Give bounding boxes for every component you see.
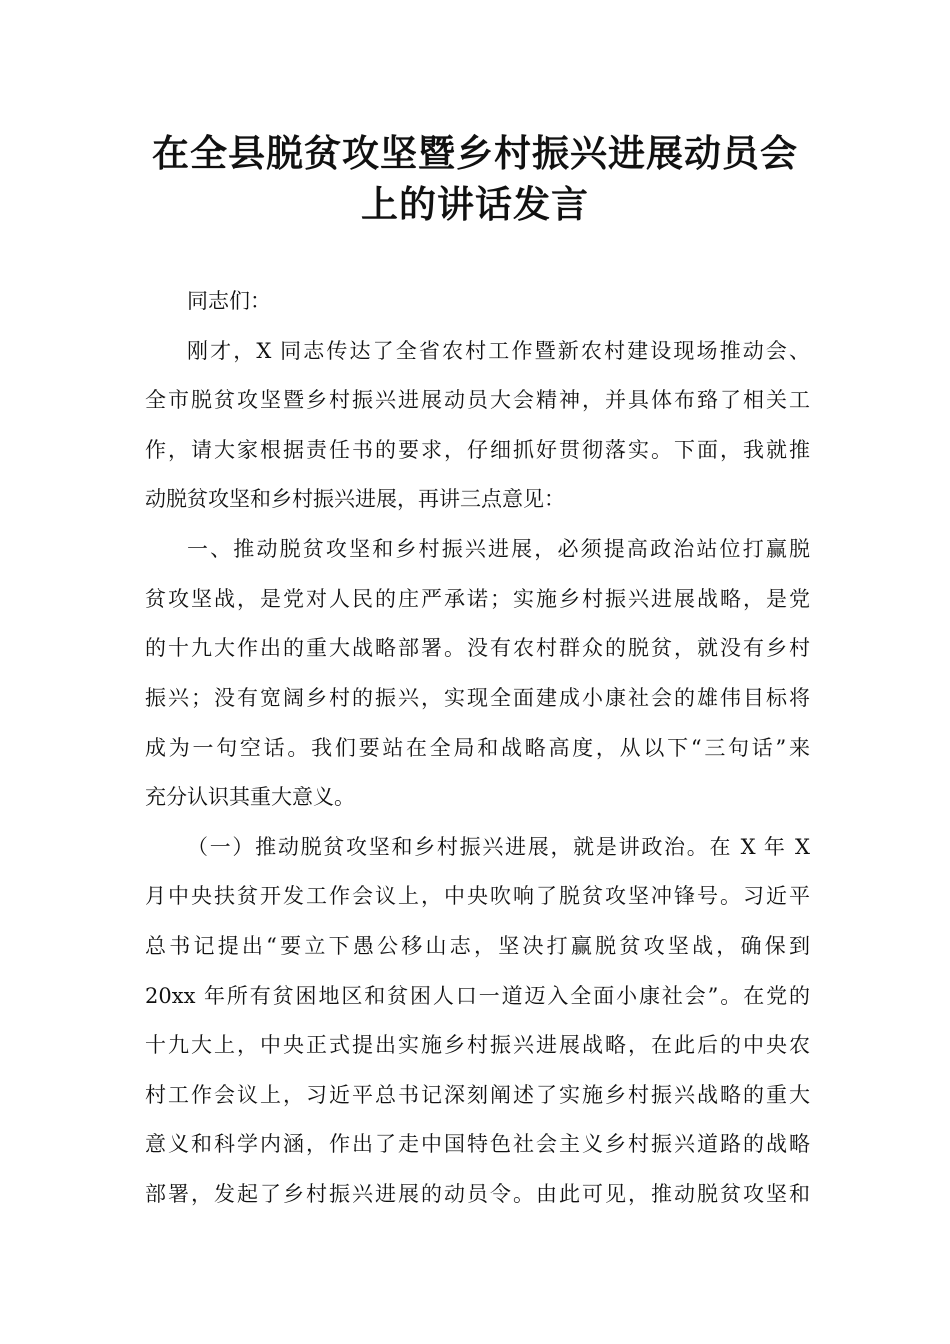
text-line: 总书记提出“要立下愚公移山志，坚决打赢脱贫攻坚战，确保到 xyxy=(145,934,810,958)
text-line: 的十九大作出的重大战略部署。没有农村群众的脱贫，就没有乡村 xyxy=(145,636,810,660)
text-line: 意义和科学内涵，作出了走中国特色社会主义乡村振兴道路的战略 xyxy=(145,1132,810,1156)
text-line: （一）推动脱贫攻坚和乡村振兴进展，就是讲政治。在 X 年 X xyxy=(187,835,810,859)
text-line: 动脱贫攻坚和乡村振兴进展，再讲三点意见： xyxy=(145,487,565,511)
text-line: 刚才，X 同志传达了全省农村工作暨新农村建设现场推动会、 xyxy=(187,339,810,363)
text-line: 一、推动脱贫攻坚和乡村振兴进展，必须提高政治站位打赢脱 xyxy=(187,537,810,561)
text-line: 全市脱贫攻坚暨乡村振兴进展动员大会精神，并具体布臵了相关工 xyxy=(145,388,810,412)
salutation: 同志们： xyxy=(187,289,271,313)
text-line: 十九大上，中央正式提出实施乡村振兴进展战略，在此后的中央农 xyxy=(145,1033,810,1057)
document-title-line-1: 在全县脱贫攻坚暨乡村振兴进展动员会 xyxy=(152,132,798,175)
document-title-line-2: 上的讲话发言 xyxy=(361,183,589,226)
text-line: 振兴；没有宽阔乡村的振兴，实现全面建成小康社会的雄伟目标将 xyxy=(145,686,810,710)
text-line: 作，请大家根据责任书的要求，仔细抓好贯彻落实。下面，我就推 xyxy=(145,438,810,462)
text-line: 月中央扶贫开发工作会议上，中央吹响了脱贫攻坚冲锋号。习近平 xyxy=(145,884,810,908)
text-line: 村工作会议上，习近平总书记深刻阐述了实施乡村振兴战略的重大 xyxy=(145,1083,810,1107)
text-line: 贫攻坚战，是党对人民的庄严承诺；实施乡村振兴进展战略，是党 xyxy=(145,587,810,611)
text-line: 成为一句空话。我们要站在全局和战略高度，从以下“三句话”来 xyxy=(145,736,810,760)
text-line: 部署，发起了乡村振兴进展的动员令。由此可见，推动脱贫攻坚和 xyxy=(145,1182,810,1206)
text-line: 充分认识其重大意义。 xyxy=(145,785,355,809)
text-line: 20xx 年所有贫困地区和贫困人口一道迈入全面小康社会”。在党的 xyxy=(145,984,810,1008)
